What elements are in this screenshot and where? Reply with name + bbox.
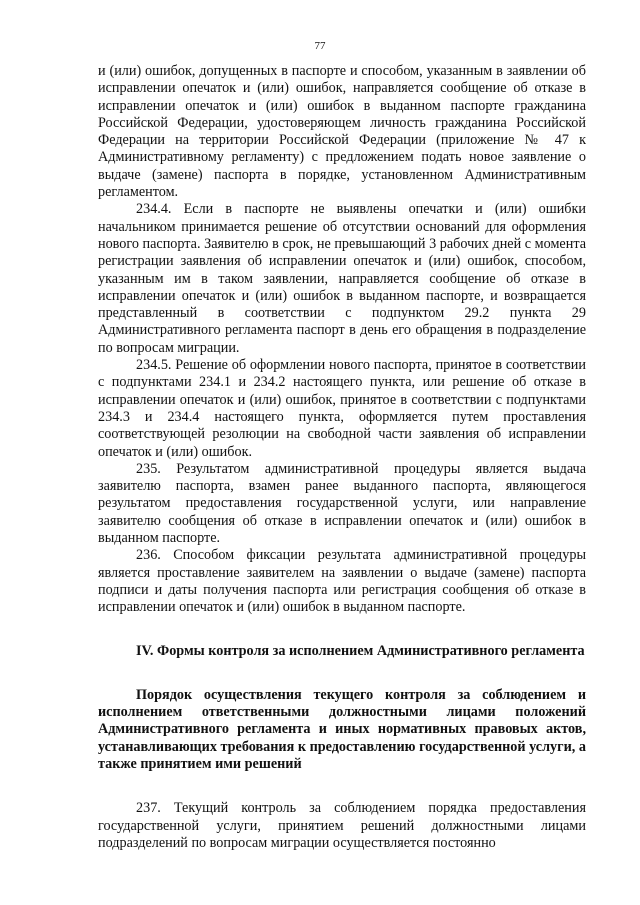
subsection-heading: Порядок осуществления текущего контроля за соблюдением и исполнением ответственными должностными лицами положений Административного регламента и иных нормативных правовых актов, устанавливающих требования к предоставлению государственной услуги, а также принятием ими решений [98, 686, 586, 772]
document-body [98, 63, 586, 852]
paragraph-234-5: 234.5. Решение об оформлении нового паспорта, принятое в соответствии с подпунктами 234.1 и 234.2 настоящего пункта, или решение об отказе в исправлении опечаток и (или) ошибок, принятое в соответствии с подпунктами 234.3 и 234.4 настоящего пункта, оформляется путем проставления соответствующей резолюции на свободной части заявления об исправлении опечаток и (или) ошибок. [98, 357, 586, 460]
paragraph-continuation: и (или) ошибок, допущенных в паспорте и способом, указанным в заявлении об исправлении опечаток и (или) ошибок, направляется сообщение об отказе в исправлении опечаток и (или) ошибок в выданном паспорте гражданина Российской Федерации, удостоверяющем личность гражданина Российской Федерации на территории Российской Федерации (приложение № 47 к Административному регламенту) с предложением подать новое заявление о выдаче (замене) паспорта в порядке, установленном Административным регламентом. [98, 63, 586, 201]
section-heading: IV. Формы контроля за исполнением Административного регламента [136, 642, 585, 659]
paragraph-237: 237. Текущий контроль за соблюдением порядка предоставления государственной услуги, принятием решений должностными лицами подразделений по вопросам миграции осуществляется постоянно [98, 800, 586, 851]
page-number: 77 [314, 40, 326, 52]
paragraph-234-4: 234.4. Если в паспорте не выявлены опечатки и (или) ошибки начальником принимается решение об отсутствии оснований для оформления нового паспорта. Заявителю в срок, не превышающий 3 рабочих дней с момента регистрации заявления об исправлении опечаток и (или) ошибок, способом, указанным им в таком заявлении, направляется сообщение об отказе в исправлении опечаток и (или) ошибок в выданном паспорте, и возвращается представленный в соответствии с подпунктом 29.2 пункта 29 Административного регламента паспорт в день его обращения в подразделение по вопросам миграции. [98, 201, 586, 356]
paragraph-236: 236. Способом фиксации результата административной процедуры является проставление заявителем на заявлении о выдаче (замене) паспорта подписи и даты получения паспорта или регистрация сообщения об отказе в исправлении опечаток и (или) ошибок в выданном паспорте. [98, 547, 586, 616]
paragraph-235: 235. Результатом административной процедуры является выдача заявителю паспорта, взамен ранее выданного паспорта, являющегося результатом предоставления государственной услуги, или направление заявителю сообщения об отказе в исправлении опечаток и (или) ошибок в выданном паспорте. [98, 460, 586, 547]
